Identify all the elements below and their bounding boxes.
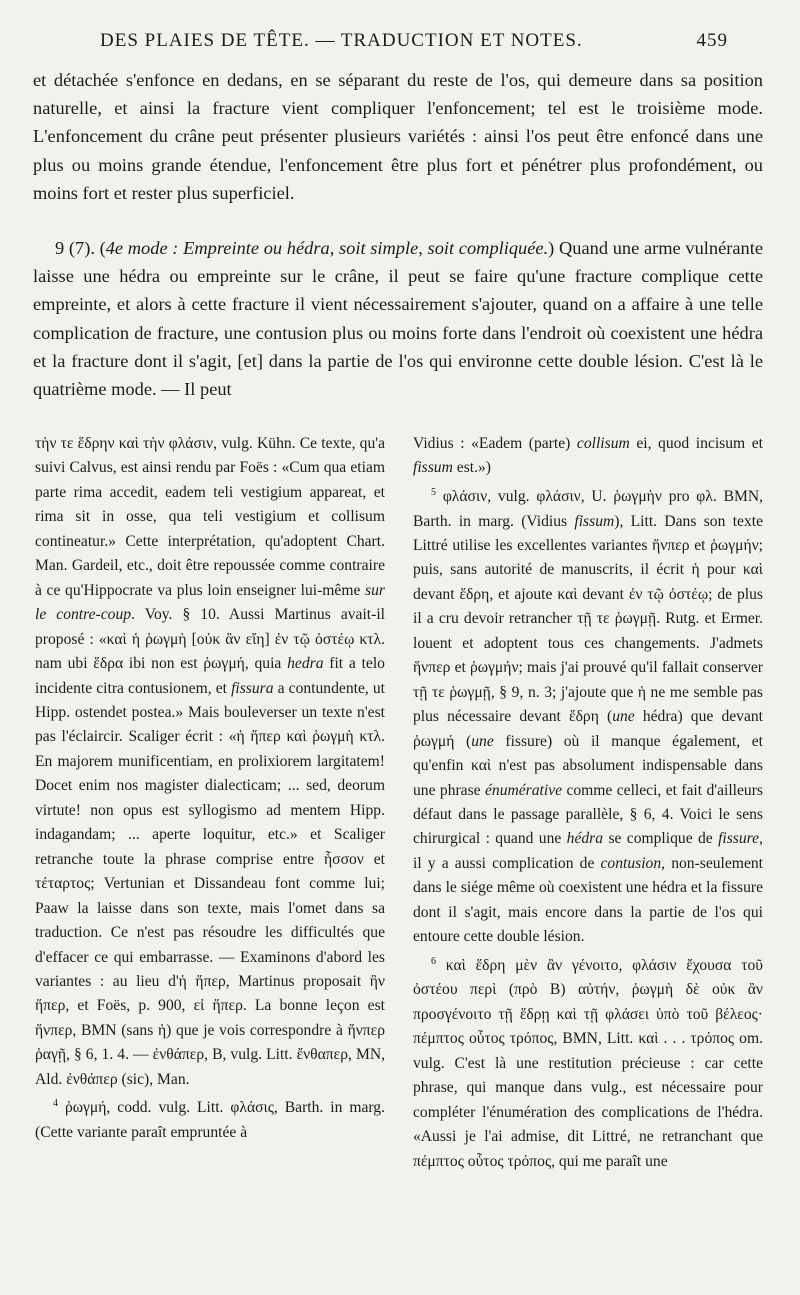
main-paragraph-2 bbox=[33, 234, 763, 403]
paragraph-heading: 4e mode : Empreinte ou hédra, soit simple, soit compliquée. bbox=[105, 238, 549, 259]
footnote-4-continuation: Vidius : «Eadem (parte) collisum ei, quod incisum et fissum est.») bbox=[413, 435, 763, 477]
footnote-4: $^4$ ῥωγμή, codd. vulg. Litt. φλάσις, Barth. in marg. (Cette variante paraît empruntée à bbox=[35, 1098, 385, 1141]
footnote-5: $^5$ φλάσιν, vulg. φλάσιν, U. ῥωγμὴν pro φλ. BMN, Barth. in marg. (Vidius fissum), Litt. Dans son texte Littré utilise les excellentes variantes ἥνπερ et ῥωγμήν; puis, sans autorité de manuscrits, il écrit ἡ pour καὶ devant ἕδρη, et ajoute καὶ devant ἐν τῷ ὀστέῳ; de plus il a cru devoir retrancher τῇ τε ῥωγμῇ. Rutg. et Ermer. louent et adoptent tous ces changements. J'admets ἥνπερ et ῥωγμήν; mais j'ai prouvé qu'il fallait conserver τῇ τε ῥωγμῇ, § 9, n. 3; j'ajoute que ἡ ne me semble pas plus nécessaire devant ἕδρη (une hédra) que devant ῥωγμή (une fissure) où il manque également, et qu'enfin καὶ n'est pas absolument indispensable dans une phrase énumérative comme celleci, et fait d'ailleurs défaut dans le passage parallèle, § 6, 4. Voici le sens chirurgical : quand une hédra se complique de fissure, il y a aussi complication de contusion, non-seulement dans le siége même où coexistent une hédra et la fissure dont il s'agit, mais encore dans la partie de l'os qui entoure cette double lésion. bbox=[413, 486, 764, 946]
footnotes-right-column bbox=[413, 432, 763, 1174]
footnote-marker: 5 bbox=[431, 486, 436, 498]
main-text bbox=[33, 66, 763, 403]
running-head-title: DES PLAIES DE TÊTE. — TRADUCTION ET NOTES. bbox=[100, 30, 583, 51]
footnote-marker: 6 bbox=[431, 955, 436, 967]
footnote-3-continuation: τὴν τε ἕδρην καὶ τὴν φλάσιν, vulg. Kühn. Ce texte, qu'a suivi Calvus, est ainsi rendu par Foës : «Cum qua etiam parte rima accedit, eadem teli vestigium appareat, et rima sit in osse, qua teli vestigium et collisum contineatur.» Cette interprétation, qu'adoptent Chart. Man. Gardeil, etc., doit être repoussée comme contraire à ce qu'Hippocrate va plus loin enseigner lui-même sur le contre-coup. Voy. § 10. Aussi Martinus avait-il proposé : «καὶ ἡ ῥωγμὴ [οὐκ ἂν εἴη] ἐν τῷ ὀστέῳ κτλ. nam ubi ἕδρα ibi non est ῥωγμή, quia hedra fit a telo incidente citra contusionem, et fissura a contundente, ut Hipp. ostendet postea.» Mais bouleverser un texte n'est pas l'éclaircir. Scaliger écrit : «ἡ ἥπερ καὶ ῥωγμὴ κτλ. En majorem munificentiam, en prolixiorem largitatem! Docet enim nos magister dialecticam; ... sed, deorum virtute! non opus est syllogismo ad mentem Hipp. indagandam; ... aperte loquitur, etc.» et Scaliger retranche toute la phrase comprise entre ἧσσον et τέταρτος; Vertunian et Dissandeau font comme lui; Paaw la laisse dans son texte, mais l'omet dans sa traduction. Ce n'est pas résoudre les difficultés que d'effacer ce qui embarrasse. — Examinons d'abord les variantes : au lieu d'ἡ ἥπερ, Martinus proposait ἣν ἥπερ, et Foës, p. 900, εἰ ἥπερ. La bonne leçon est ἥνπερ, BMN (sans ἡ) que je vois correspondre à ἥνπερ ῥαγῇ, § 6, 1. 4. — ἐνθάπερ, B, vulg. Litt. ἔνθαπερ, MN, Ald. ἐνθάπερ (sic), Man. bbox=[35, 435, 385, 1088]
paragraph-body: ) Quand une arme vulnérante laisse une hédra ou empreinte sur le crâne, il peut se faire qu'une fracture complique cette empreinte, et alors à cette fracture il vient nécessairement s'ajouter, quand on a affaire à une telle complication de fracture, une contusion plus ou moins forte dans l'endroit où coexistent une hédra et la fracture dont il s'agit, [et] dans la partie de l'os qui environne cette double lésion. C'est là le quatrième mode. — Il peut bbox=[33, 238, 763, 400]
footnote-6: $^6$ καὶ ἕδρη μὲν ἂν γένοιτο, φλάσιν ἔχουσα τοῦ ὀστέου περὶ (πρὸ B) αὐτήν, ῥωγμὴ δὲ οὐκ ἂν προσγένοιτο τῇ ἕδρῃ καὶ τῇ φλάσει ὑπὸ τοῦ βέλεος· πέμπτος οὗτος τρόπος, BMN, Litt. καὶ . . . τρόπος om. vulg. C'est là une restitution précieuse : car cette phrase, qui manque dans vulg., est nécessaire pour compléter l'énumération des complications de l'hédra. «Aussi je l'ai admise, dit Littré, ne retranchant que πέμπτος οὗτος τρόπος, qui me paraît une bbox=[413, 955, 763, 1170]
page-number: 459 bbox=[696, 30, 728, 51]
paragraph-number: 9 (7). ( bbox=[55, 238, 106, 259]
footnotes-left-column bbox=[35, 432, 385, 1145]
footnote-marker: 4 bbox=[53, 1098, 58, 1110]
main-paragraph-1: et détachée s'enfonce en dedans, en se séparant du reste de l'os, qui demeure dans sa position naturelle, et ainsi la fracture vient compliquer l'enfoncement; tel est le troisième mode. L'enfoncement du crâne peut présenter plusieurs variétés : ainsi l'os peut être enfoncé dans une plus ou moins grande étendue, l'enfoncement être plus fort et pénétrer plus profondément, ou moins fort et rester plus superficiel. bbox=[33, 70, 763, 203]
